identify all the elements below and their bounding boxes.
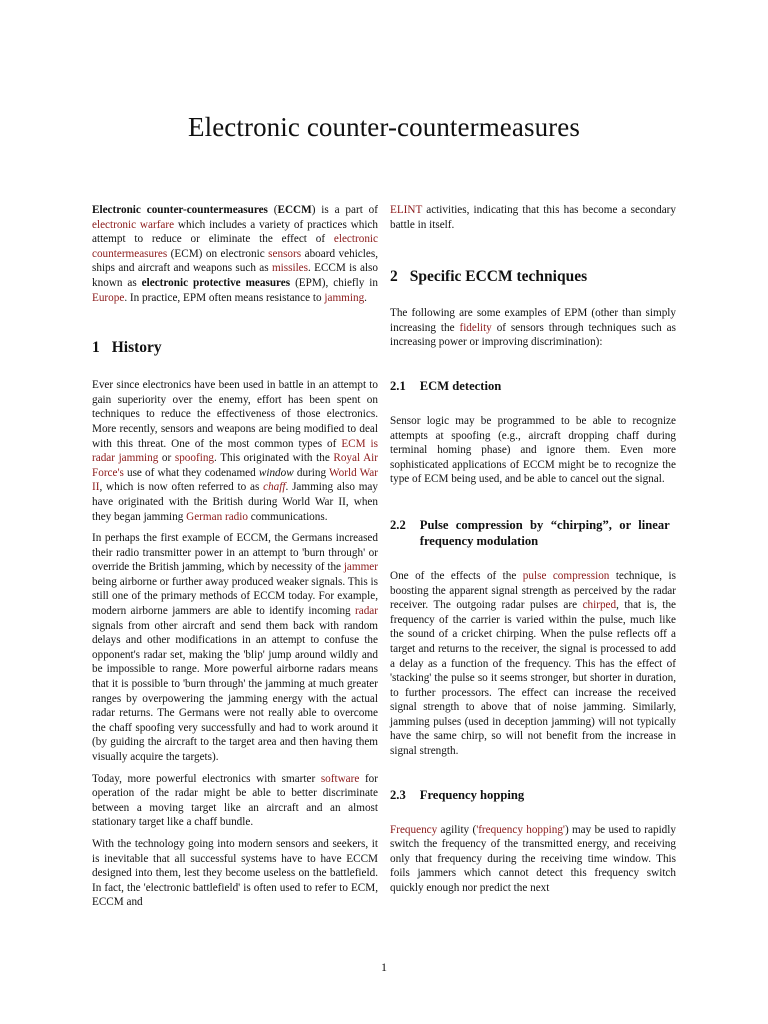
subsection-title: Pulse compression by “chirping”, or linear frequency modulation: [419, 517, 670, 548]
subsection-heading-ecm-detection: [390, 378, 676, 394]
text: (: [267, 204, 278, 216]
text: or: [158, 452, 175, 465]
link-german-radio[interactable]: German radio: [186, 510, 248, 523]
specific-paragraph-1: [390, 306, 676, 350]
text: aboard vehicles, ships and aircraft and weapons such as: [92, 247, 378, 275]
text: of sensors through techniques such as increasing power or improving discrimination):: [390, 321, 676, 349]
text: ) is a part of: [311, 204, 378, 216]
history-paragraph-4-continued: [390, 203, 676, 232]
link-frequency-hopping[interactable]: 'frequency hopping': [476, 823, 565, 836]
link-electronic-countermeasures[interactable]: electronic countermeasures: [92, 233, 378, 260]
link-europe[interactable]: Europe: [92, 291, 125, 304]
link-spoofing[interactable]: spoofing: [174, 452, 215, 465]
link-software[interactable]: software: [320, 772, 360, 785]
subsection-number: 2.3: [390, 787, 406, 802]
text: . ECCM is also known as: [92, 262, 378, 289]
text: , which is now often referred to as: [99, 481, 264, 494]
section-title: Specific ECCM techniques: [409, 268, 588, 286]
text: (EPM), chiefly in: [290, 276, 378, 289]
link-jamming[interactable]: jamming: [324, 291, 365, 304]
text: activities, indicating that this has become a secondary battle in itself.: [390, 204, 676, 231]
term-bold: electronic protective measures: [141, 276, 291, 289]
link-ecm-radar-jamming[interactable]: ECM is radar jamming: [92, 437, 378, 465]
left-column: [92, 203, 378, 917]
section-number: 1: [92, 339, 100, 357]
term-bold: Electronic counter-countermeasures: [92, 204, 268, 216]
subsection-title: ECM detection: [419, 378, 502, 393]
link-pulse-compression[interactable]: pulse compression: [522, 569, 610, 582]
link-jammer[interactable]: jammer: [343, 561, 378, 574]
text: , that is, the frequency of the carrier is varied within the pulse, much like the sound of a cricket chirping. When the pulse reflects off a target and returns to the receiver, the signal is processed to add a delay as a function of the frequency. This has the effect of 'stacking' the pulse so it seems stronger, but shorter in duration, to further processors. The effect can increase the received signal strength to above that of noise jamming. Similarly, jamming pulses (used in deception jamming) will not typically have the same chirp, so will not benefit from the increase in signal strength.: [390, 599, 677, 758]
text: being airborne or further away produced weaker signals. This is still one of the primary methods of ECCM today. For example, modern airborne jammers are able to identify incoming: [92, 575, 378, 618]
link-chaff[interactable]: chaff: [263, 481, 286, 494]
text: use of what they codenamed: [123, 466, 259, 479]
link-elint[interactable]: ELINT: [390, 204, 423, 216]
link-missiles[interactable]: missiles: [271, 262, 308, 275]
text: communications.: [247, 510, 328, 523]
text: One of the effects of the: [390, 569, 523, 582]
text: In perhaps the first example of ECCM, the Germans increased their radio transmitter power in an attempt to 'burn through' or override the British jamming, which by necessity of the: [92, 532, 378, 574]
ecm-detection-paragraph: [390, 414, 676, 487]
text: signals from other aircraft and send them back with random delays and other modifications in an attempt to confuse the opponent's radar set, making the 'blip' jump around wildly and be impossible to range. More powerful airborne radars means that it is possible to 'burn through' the jamming at much greater ranges by overpowering the jamming energy with the actual radar returns. The Germans were not really able to overcome the chaff spoofing very successfully and had to work around it (by guiding the aircraft to the target area and then having them visually acquire the targets).: [92, 619, 378, 763]
pulse-paragraph: [390, 569, 676, 759]
subsection-heading-pulse-compression: [390, 517, 676, 549]
text: With the technology going into modern sensors and seekers, it is inevitable that all successful systems have to have ECCM designed into them, lest they become useless on the battlefield. In fact, the 'electronic battlefield' is often used to refer to ECM, ECCM and: [92, 837, 378, 909]
text: . Jamming also may have originated with the British during World War II, when they began jamming: [92, 481, 378, 523]
intro-paragraph: [92, 203, 378, 305]
text: (ECM) on electronic: [167, 247, 269, 260]
text: which includes a variety of practices which attempt to reduce or eliminate the effect of: [92, 218, 378, 246]
text: Today, more powerful electronics with smarter: [92, 772, 321, 785]
text: The following are some examples of EPM (other than simply increasing the: [390, 307, 676, 334]
text: Sensor logic may be programmed to be able to recognize attempts at spoofing (e.g., aircraft dropping chaff during terminal homing phase) and ignore them. Even more sophisticated applications of ECCM might be to recognize the type of ECM being used, and be able to cancel out the signal.: [390, 414, 676, 486]
subsection-number: 2.2: [390, 517, 406, 532]
link-fidelity[interactable]: fidelity: [459, 321, 492, 334]
text: during: [293, 466, 330, 479]
text: technique, is boosting the apparent signal strength as perceived by the radar receiver. The outgoing radar pulses are: [390, 569, 676, 612]
link-royal-air-force[interactable]: Royal Air Force's: [92, 452, 378, 479]
text: agility (: [437, 823, 477, 836]
text: ) may be used to rapidly switch the frequency of the transmitted energy, and receiving only that frequency during the receiving time window. This foils jammers which cannot detect this frequency switch quickly enough nor predict the next: [390, 823, 676, 895]
link-frequency[interactable]: Frequency: [390, 823, 438, 836]
link-electronic-warfare[interactable]: electronic warfare: [92, 218, 175, 231]
history-paragraph-4: [92, 837, 378, 910]
text: .: [364, 291, 367, 304]
term-bold: ECCM: [277, 204, 312, 216]
section-title: History: [111, 339, 162, 357]
page-number: 1: [381, 960, 387, 974]
text: for operation of the radar might be able to better discriminate between a moving target like an aircraft and an almost stationary target like a chaff bundle.: [92, 772, 379, 829]
subsection-number: 2.1: [390, 378, 406, 393]
article-title: Electronic counter-countermeasures: [188, 112, 580, 142]
text: . In practice, EPM often means resistance to: [124, 291, 325, 304]
history-paragraph-1: [92, 378, 378, 524]
text: . This originated with the: [214, 452, 334, 465]
subsection-heading-frequency-hopping: [390, 787, 676, 803]
history-paragraph-3: [92, 772, 378, 830]
subsection-title: Frequency hopping: [419, 787, 525, 802]
link-chirped[interactable]: chirped: [582, 599, 617, 612]
history-paragraph-2: [92, 531, 378, 765]
frequency-hopping-paragraph: [390, 823, 676, 896]
link-radar[interactable]: radar: [355, 605, 378, 618]
link-world-war-ii[interactable]: World War II: [92, 466, 378, 494]
section-heading-history: [92, 339, 378, 357]
link-sensors[interactable]: sensors: [268, 247, 302, 260]
text: Ever since electronics have been used in battle in an attempt to gain superiority over the enemy, effort has been spent on techniques to reduce the effectiveness of those electronics. More recently, sensors and weapons are being modified to deal with this threat. One of the most common types of: [92, 379, 378, 450]
section-number: 2: [390, 268, 398, 286]
section-heading-specific-eccm: [390, 268, 676, 286]
emphasis: window: [258, 466, 294, 479]
right-column: [390, 203, 676, 903]
